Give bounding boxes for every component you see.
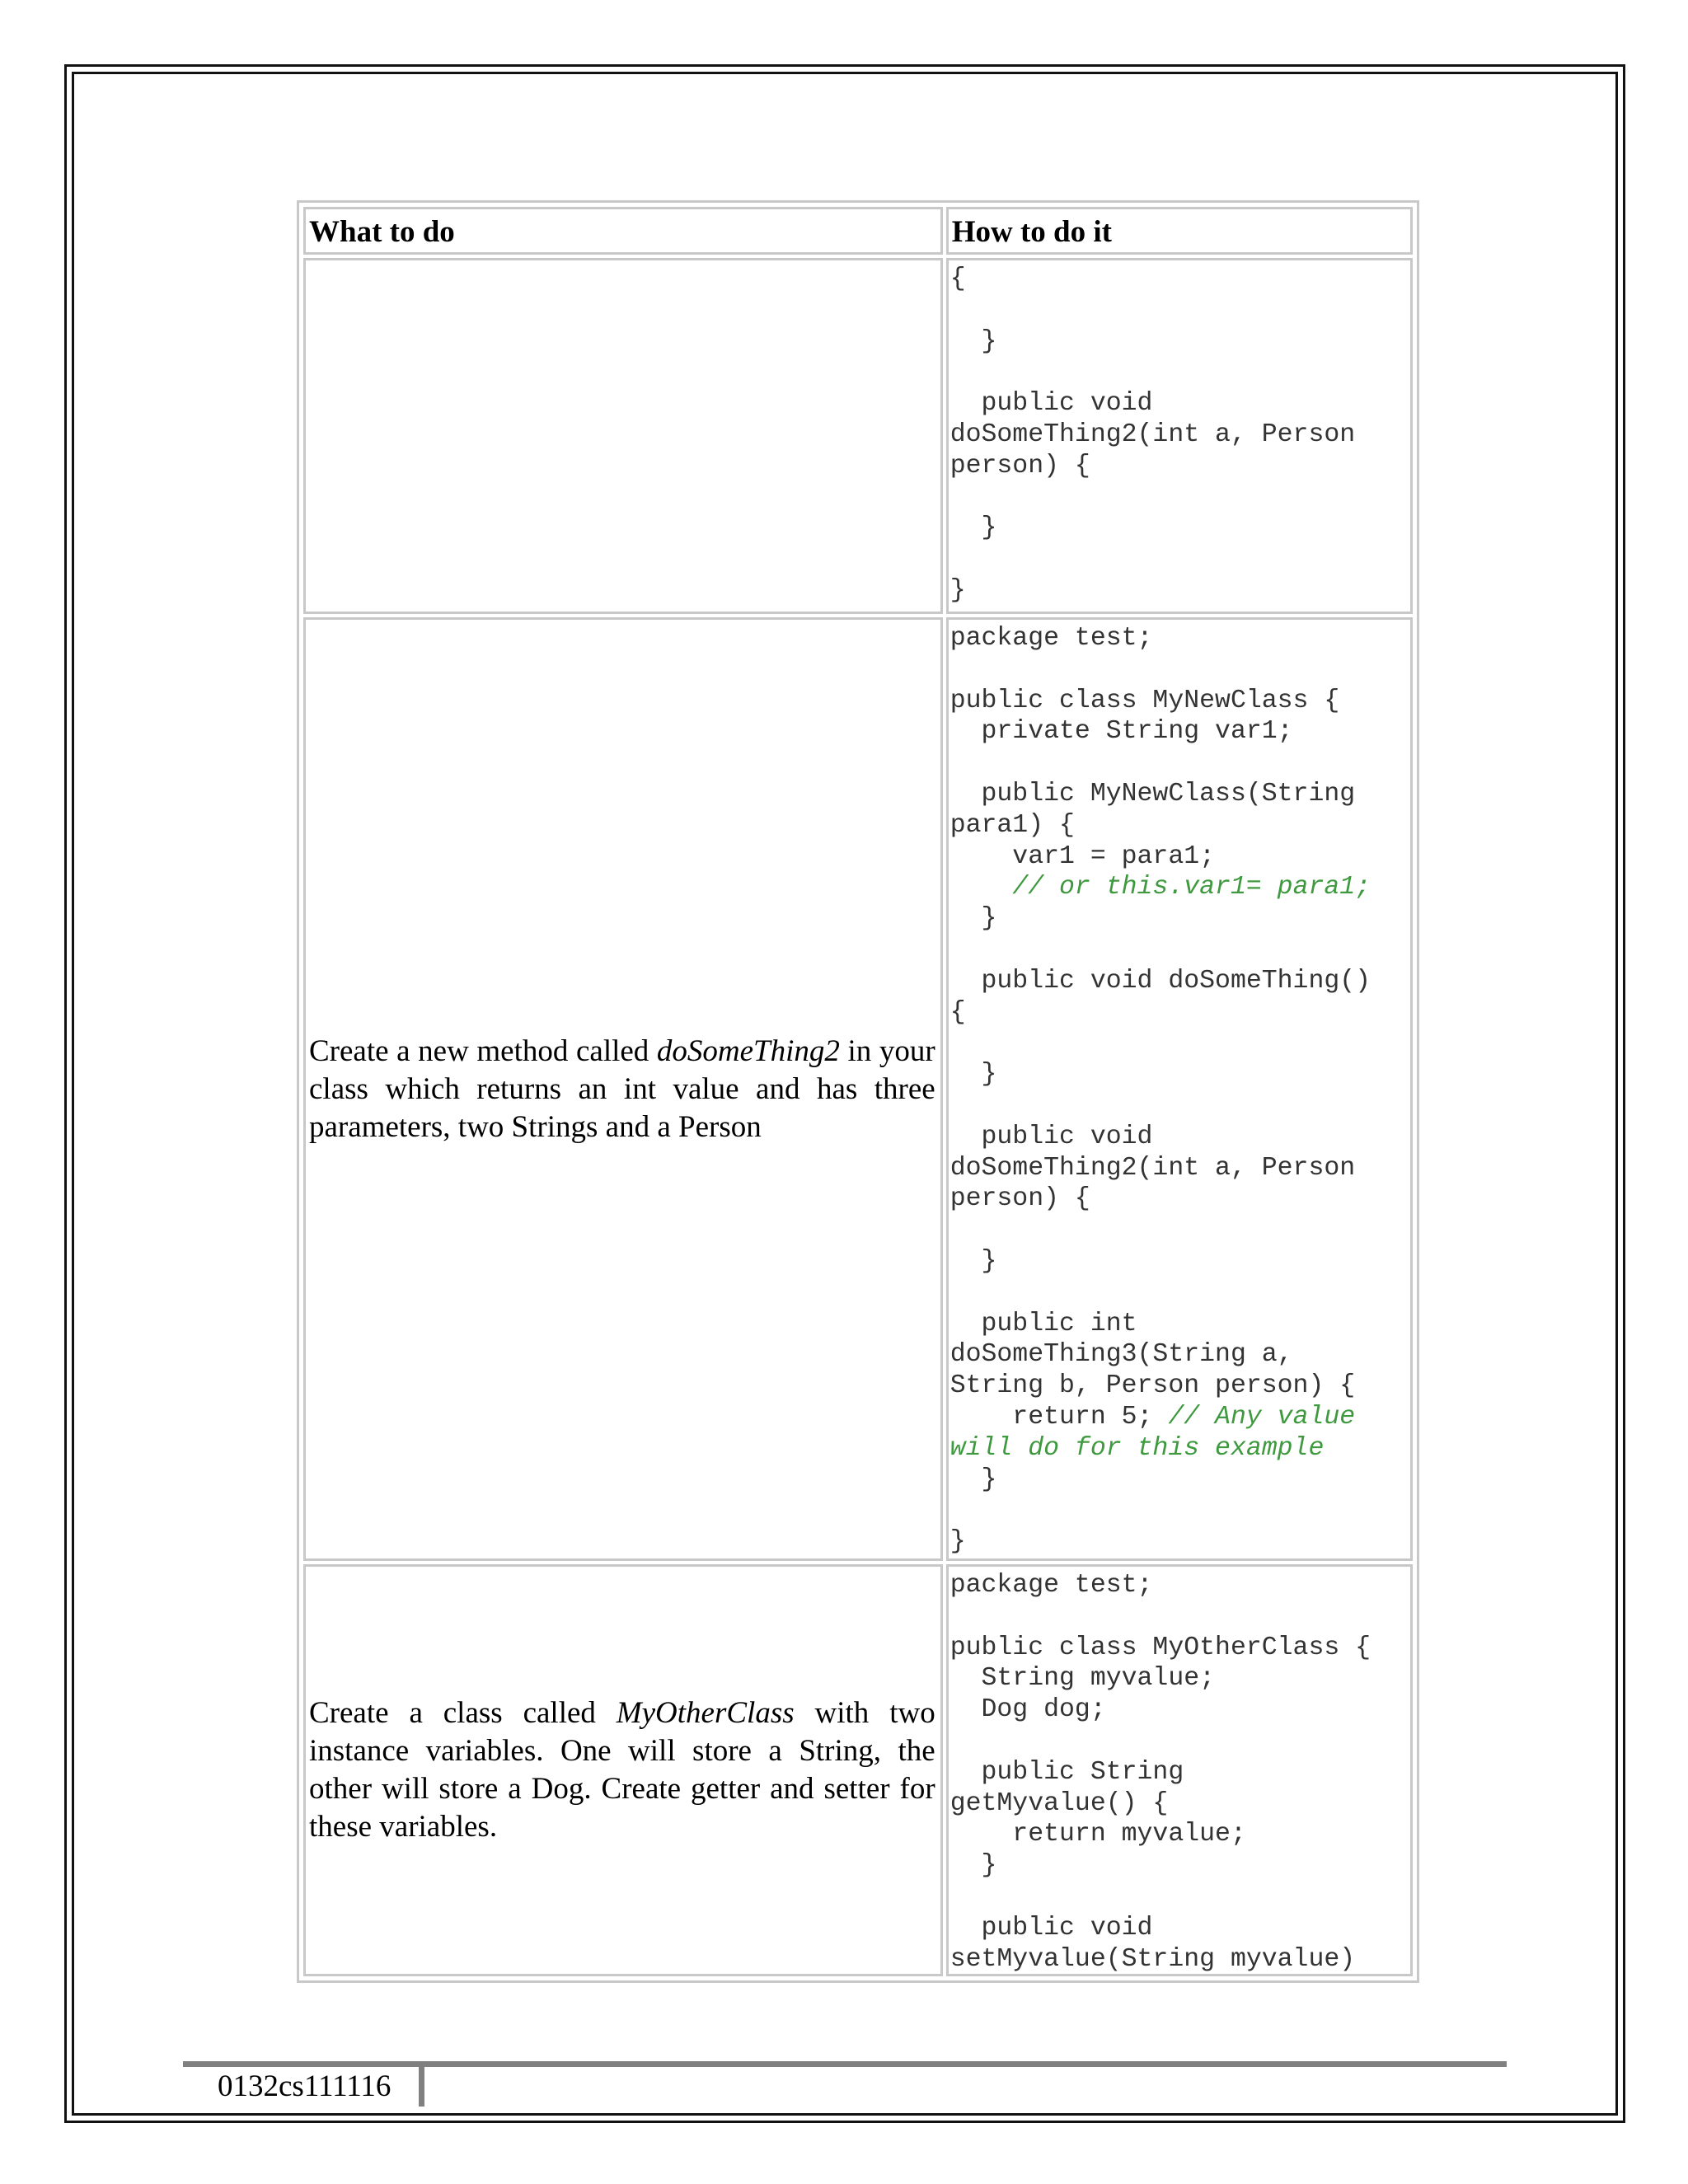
code-line: } (950, 904, 997, 934)
code-line: public int (950, 1309, 1137, 1338)
code-line: public class MyOtherClass { (950, 1633, 1372, 1662)
code-line: doSomeThing2(int a, Person (950, 419, 1356, 449)
italic-term: doSomeThing2 (656, 1033, 840, 1068)
code-line: } (950, 513, 997, 543)
code-line: setMyvalue(String myvalue) (950, 1944, 1356, 1974)
text-run: in your class which returns an int value and has three parameters, two Strings and a Person (309, 1033, 935, 1144)
code-line: } (950, 1527, 966, 1557)
code-block (949, 260, 1410, 607)
code-line: package test; (950, 1571, 1153, 1600)
code-line: String b, Person person) { (950, 1371, 1356, 1401)
text-run: with two instance variables. One will store a String, the other will store a Dog. Create getter and setter for these variables. (309, 1696, 935, 1844)
code-line: person) { (950, 451, 1090, 480)
code-line: } (950, 1851, 997, 1881)
code-line: var1 = para1; (950, 841, 1216, 871)
table-row (302, 1563, 1414, 1978)
footer-divider (419, 2067, 424, 2107)
code-comment: // Any value (1168, 1402, 1356, 1432)
how-cell (946, 1564, 1413, 1976)
code-line: } (950, 1060, 997, 1090)
table-header-row (302, 205, 1414, 256)
code-line: return myvalue; (950, 1820, 1246, 1849)
code-line: { (950, 265, 966, 293)
code-line (950, 873, 1371, 902)
code-line: package test; (950, 624, 1153, 653)
footer-rule (183, 2061, 1507, 2067)
code-block (949, 620, 1410, 1558)
text-run: Create a class called (309, 1696, 617, 1730)
italic-term: MyOtherClass (616, 1696, 795, 1730)
code-line: public void (950, 1913, 1153, 1943)
instructions-table (297, 200, 1419, 1983)
code-line: getMyvalue() { (950, 1788, 1169, 1818)
code-comment: // or this.var1= para1; (1012, 873, 1372, 902)
code-line: para1) { (950, 810, 1075, 840)
what-text (306, 1033, 940, 1146)
what-cell (303, 258, 943, 614)
code-line: } (950, 1465, 997, 1494)
code-comment: will do for this example (950, 1433, 1325, 1463)
code-line: public void (950, 1122, 1153, 1151)
what-text (306, 1694, 940, 1846)
code-line: } (950, 326, 997, 356)
code-line: public void (950, 389, 1153, 419)
table-row (302, 256, 1414, 616)
code-line: public MyNewClass(String (950, 779, 1356, 808)
code-line: person) { (950, 1184, 1090, 1214)
code-line: String myvalue; (950, 1664, 1216, 1694)
what-cell (303, 1564, 943, 1976)
table-row (302, 616, 1414, 1563)
code-line: private String var1; (950, 717, 1293, 747)
header-cell-how (946, 207, 1413, 255)
code-line: return 5; // Any value (950, 1402, 1356, 1432)
code-line: doSomeThing3(String a, (950, 1340, 1293, 1370)
code-block (949, 1567, 1410, 1975)
code-line: doSomeThing2(int a, Person (950, 1153, 1356, 1183)
code-line: } (950, 575, 966, 605)
header-what-to-do: What to do (309, 215, 455, 249)
code-line: public void doSomeThing() (950, 966, 1372, 996)
code-line: public String (950, 1757, 1184, 1787)
code-line (950, 1434, 1325, 1463)
how-cell (946, 258, 1413, 614)
text-run: Create a new method called (309, 1033, 657, 1068)
code-line: Dog dog; (950, 1695, 1106, 1725)
footer-document-code: 0132cs111116 (218, 2069, 392, 2103)
header-how-to-do-it: How to do it (951, 215, 1112, 249)
what-cell (303, 617, 943, 1561)
how-cell (946, 617, 1413, 1561)
code-line: public class MyNewClass { (950, 686, 1340, 715)
code-line: { (950, 997, 966, 1027)
header-cell-what (303, 207, 943, 255)
code-line: } (950, 1246, 997, 1276)
